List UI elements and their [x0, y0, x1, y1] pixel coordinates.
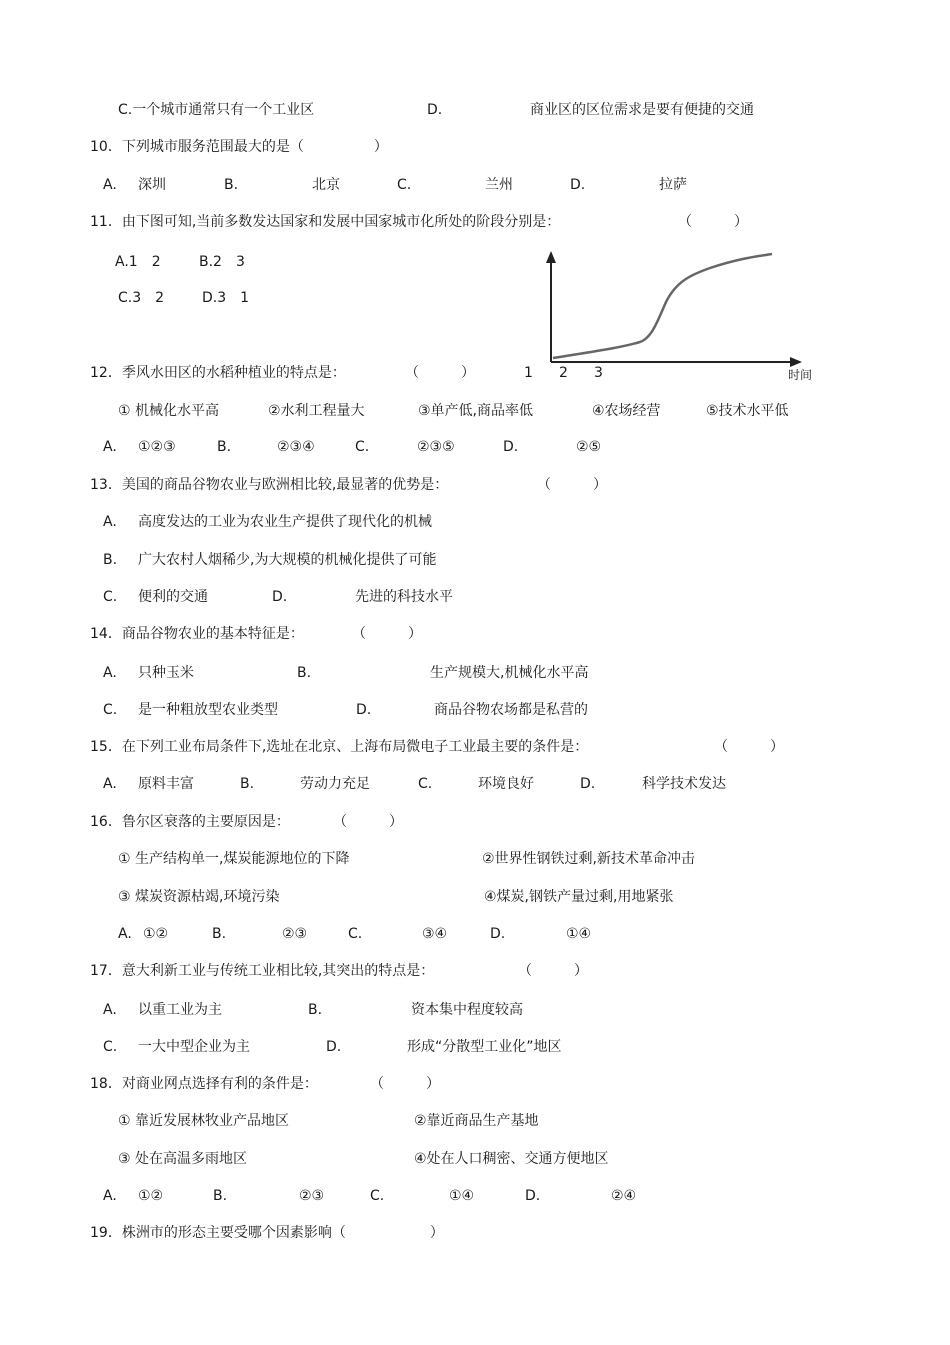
q11-option-c: C.3 2	[118, 290, 165, 306]
q18-a-letter: A.	[103, 1188, 117, 1204]
q12-c-letter: C.	[355, 439, 370, 455]
q13-a-letter: A.	[103, 514, 117, 530]
q14-stem: 14．商品谷物农业的基本特征是：	[90, 626, 304, 642]
graph-urbanization-curve	[553, 254, 772, 358]
q17-c: 一大中型企业为主	[138, 1039, 250, 1055]
q18-item-3: ③ 处在高温多雨地区	[118, 1151, 248, 1167]
q18-c-letter: C.	[370, 1188, 385, 1204]
q12-item-3: ③单产低,商品率低	[418, 403, 534, 419]
q17-a-letter: A.	[103, 1002, 117, 1018]
q15-b-letter: B.	[240, 776, 255, 792]
q12-b: ②③④	[277, 439, 315, 455]
q18-b: ②③	[299, 1188, 325, 1204]
q14-a: 只种玉米	[138, 665, 194, 681]
q18-d: ②④	[611, 1188, 637, 1204]
q11-answer-paren: （ ）	[678, 214, 748, 230]
q19-stem: 19．株洲市的形态主要受哪个因素影响（ ）	[90, 1225, 444, 1241]
q16-d-letter: D.	[490, 926, 506, 942]
q9-option-d: 商业区的区位需求是要有便捷的交通	[530, 102, 754, 118]
q16-b-letter: B.	[212, 926, 227, 942]
q17-d: 形成“分散型工业化”地区	[407, 1039, 562, 1055]
q16-item-3: ③ 煤炭资源枯竭,环境污染	[118, 889, 280, 905]
q14-b: 生产规模大,机械化水平高	[430, 665, 589, 681]
q16-item-1: ① 生产结构单一,煤炭能源地位的下降	[118, 851, 350, 867]
q11-option-d: D.3 1	[202, 290, 250, 306]
q17-answer-paren: （ ）	[518, 963, 588, 979]
q12-c: ②③⑤	[417, 439, 455, 455]
q13-stem: 13．美国的商品谷物农业与欧洲相比较,最显著的优势是：	[90, 477, 449, 493]
graph-stage-label-2: 2	[559, 365, 568, 381]
q12-d: ②⑤	[576, 439, 602, 455]
q14-b-letter: B.	[297, 665, 312, 681]
q13-answer-paren: （ ）	[537, 477, 607, 493]
q14-d: 商品谷物农场都是私营的	[434, 702, 588, 718]
q10-d-letter: D.	[570, 177, 586, 193]
q15-a-letter: A.	[103, 776, 117, 792]
q15-b: 劳动力充足	[300, 776, 370, 792]
q16-stem: 16．鲁尔区衰落的主要原因是：	[90, 814, 290, 830]
q18-stem: 18．对商业网点选择有利的条件是：	[90, 1076, 318, 1092]
q17-stem: 17．意大利新工业与传统工业相比较,其突出的特点是：	[90, 963, 435, 979]
q18-b-letter: B.	[213, 1188, 228, 1204]
q12-item-4: ④农场经营	[592, 403, 661, 419]
q15-c: 环境良好	[478, 776, 534, 792]
q13-c: 便利的交通	[138, 589, 208, 605]
q15-answer-paren: （ ）	[714, 739, 784, 755]
q12-b-letter: B.	[217, 439, 232, 455]
q15-d: 科学技术发达	[642, 776, 726, 792]
q11-option-b: B.2 3	[199, 254, 245, 270]
q14-c-letter: C.	[103, 702, 118, 718]
q10-b-letter: B.	[224, 177, 239, 193]
q16-a-letter: A.	[118, 926, 132, 942]
q16-c-letter: C.	[348, 926, 363, 942]
q15-stem: 15．在下列工业布局条件下,选址在北京、上海布局微电子工业最主要的条件是：	[90, 739, 589, 755]
q13-c-letter: C.	[103, 589, 118, 605]
graph-stage-label-1: 1	[524, 365, 533, 381]
q18-item-1: ① 靠近发展林牧业产品地区	[118, 1113, 290, 1129]
q18-a: ①②	[138, 1188, 164, 1204]
q18-item-2: ②靠近商品生产基地	[414, 1113, 539, 1129]
q10-d: 拉萨	[659, 177, 687, 193]
q14-answer-paren: （ ）	[352, 626, 422, 642]
q13-d-letter: D.	[272, 589, 288, 605]
q10-stem: 10．下列城市服务范围最大的是（ ）	[90, 139, 388, 155]
q10-b: 北京	[312, 177, 340, 193]
q12-item-1: ① 机械化水平高	[118, 403, 220, 419]
q17-b-letter: B.	[308, 1002, 323, 1018]
q18-c: ①④	[449, 1188, 475, 1204]
q12-a: ①②③	[138, 439, 176, 455]
q12-a-letter: A.	[103, 439, 117, 455]
q9-option-d-letter: D.	[427, 102, 443, 118]
q10-c: 兰州	[485, 177, 513, 193]
q15-c-letter: C.	[418, 776, 433, 792]
q18-d-letter: D.	[525, 1188, 541, 1204]
q13-a: 高度发达的工业为农业生产提供了现代化的机械	[138, 514, 432, 530]
q12-answer-paren: （ ）	[405, 365, 475, 381]
q13-b-letter: B.	[103, 552, 118, 568]
q16-c: ③④	[422, 926, 448, 942]
q14-c: 是一种粗放型农业类型	[138, 702, 278, 718]
q14-a-letter: A.	[103, 665, 117, 681]
q13-b: 广大农村人烟稀少,为大规模的机械化提供了可能	[138, 552, 437, 568]
q16-a: ①②	[143, 926, 169, 942]
q18-item-4: ④处在人口稠密、交通方便地区	[414, 1151, 609, 1167]
graph-x-axis-label: 时间	[788, 368, 813, 382]
q16-b: ②③	[282, 926, 308, 942]
q16-item-4: ④煤炭,钢铁产量过剩,用地紧张	[484, 889, 674, 905]
q10-a-letter: A.	[103, 177, 117, 193]
q16-d: ①④	[566, 926, 592, 942]
q17-d-letter: D.	[326, 1039, 342, 1055]
q17-c-letter: C.	[103, 1039, 118, 1055]
q14-d-letter: D.	[356, 702, 372, 718]
q12-item-2: ②水利工程量大	[268, 403, 365, 419]
q17-b: 资本集中程度较高	[411, 1002, 523, 1018]
q16-item-2: ②世界性钢铁过剩,新技术革命冲击	[482, 851, 696, 867]
graph-y-axis-arrow	[546, 251, 556, 263]
q12-d-letter: D.	[503, 439, 519, 455]
q10-a: 深圳	[138, 177, 166, 193]
q16-answer-paren: （ ）	[333, 814, 403, 830]
q10-c-letter: C.	[397, 177, 412, 193]
q11-option-a: A.1 2	[115, 254, 161, 270]
graph-stage-label-3: 3	[594, 365, 603, 381]
q15-d-letter: D.	[580, 776, 596, 792]
q11-stem: 11．由下图可知,当前多数发达国家和发展中国家城市化所处的阶段分别是：	[90, 214, 561, 230]
q13-d: 先进的科技水平	[355, 589, 453, 605]
q12-stem: 12．季风水田区的水稻种植业的特点是：	[90, 365, 346, 381]
q12-item-5: ⑤技术水平低	[706, 403, 789, 419]
q9-option-c: C.一个城市通常只有一个工业区	[118, 102, 315, 118]
q18-answer-paren: （ ）	[370, 1076, 440, 1092]
q17-a: 以重工业为主	[138, 1002, 222, 1018]
q15-a: 原料丰富	[138, 776, 194, 792]
